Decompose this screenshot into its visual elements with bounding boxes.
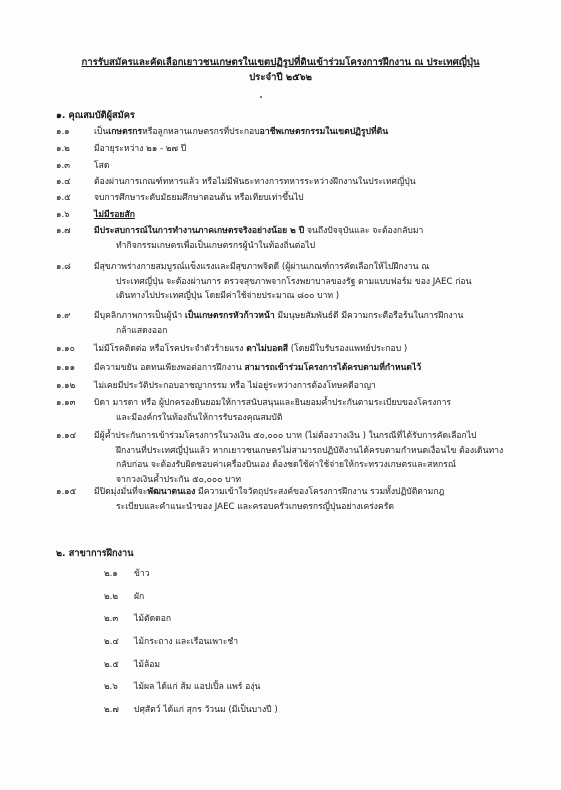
training-field-item: [104, 637, 404, 648]
qualification-item: [56, 381, 516, 392]
item-text: ไม้ล้อม: [134, 660, 161, 670]
item-number: ๑.๑๕: [56, 487, 77, 497]
qualification-item: [56, 127, 516, 138]
item-number: ๑.๑๓: [56, 398, 76, 408]
item-number: ๒.๑: [104, 569, 118, 579]
text-run: กลับก่อน จะต้องรับผิดชอบค่าเครื่องบินเอง ต้องชดใช้ค่าใช้จ่ายให้กระทรวงเกษตรและสหกรณ์: [116, 460, 456, 471]
item-line: [94, 193, 304, 203]
item-continuation: [94, 460, 514, 471]
training-field-item: [104, 614, 404, 625]
text-run: ทำกิจกรรมเกษตรเพื่อเป็นเกษตรกรผู้นำในท้องถิ่นต่อไป: [116, 240, 316, 251]
text-run: มีผู้ค้ำประกันการเข้าร่วมโครงการในวงเงิน ๕๐,๐๐๐ บาท (ไม่ต้องวางเงิน ) ในกรณีที่ได้รับการคัดเลือกไป: [94, 431, 477, 441]
text-run: จบการศึกษาระดับมัธยมศึกษาตอนต้น หรือเทียบเท่าขึ้นไป: [94, 193, 304, 203]
item-text: [94, 144, 514, 155]
item-line: [94, 161, 109, 171]
item-text: [94, 363, 514, 374]
item-text: [94, 262, 514, 302]
text-run: เกษตรกร: [108, 127, 143, 137]
item-continuation: [94, 446, 514, 457]
text-run: จนถึงปัจจุบันและ จะต้องกลับมา: [304, 226, 424, 236]
text-run: ระเบียบและคำแนะนำของ JAEC และครอบครัวเกษตรกรญี่ปุ่นอย่างเคร่งครัด: [116, 501, 394, 512]
text-run: อาชีพเกษตรกรรมในเขตปฏิรูปที่ดิน: [259, 127, 389, 137]
text-run: และมีองค์กรในท้องถิ่นให้การรับรองคุณสมบัติ: [116, 412, 283, 423]
item-continuation: [94, 326, 514, 337]
item-text: [94, 161, 514, 172]
item-number: ๑.๓: [56, 161, 71, 171]
qualification-item: [56, 144, 516, 155]
item-number: ๑.๑๔: [56, 431, 77, 441]
item-text: [94, 193, 514, 204]
item-continuation: [94, 413, 514, 424]
item-text: ผัก: [134, 592, 145, 602]
text-run: ตาไม่บอดสี: [246, 344, 289, 354]
item-text: [94, 398, 514, 423]
item-number: ๑.๑: [56, 127, 70, 137]
item-number: ๑.๒: [56, 144, 70, 154]
item-number: ๑.๑๐: [56, 344, 75, 354]
item-text: [94, 127, 514, 138]
item-line: [94, 381, 376, 391]
text-run: เป็น: [94, 127, 109, 137]
item-text: [94, 344, 514, 355]
item-text: [94, 381, 514, 392]
item-line: [94, 487, 444, 497]
text-run: พัฒนาตนเอง: [147, 487, 196, 497]
item-number: ๑.๑๑: [56, 363, 76, 373]
item-line: [94, 210, 135, 220]
item-number: ๒.๕: [104, 660, 119, 670]
item-continuation: [94, 241, 514, 252]
item-number: ๑.๗: [56, 226, 71, 236]
text-run: มีความขยัน อดทนเพียงพอต่อการฝึกงาน: [94, 363, 245, 373]
item-text: [94, 210, 514, 221]
item-line: [94, 344, 407, 354]
item-text: ไม้ผล ได้แก่ ส้ม แอปเปิ้ล แพร์ องุ่น: [134, 682, 261, 692]
item-number: ๑.๔: [56, 177, 71, 187]
text-run: มีอายุระหว่าง ๒๑ - ๒๗ ปี: [94, 144, 187, 154]
training-field-item: [104, 705, 404, 716]
text-run: มีความเข้าใจวัตถุประสงค์ของโครงการฝึกงาน รวมทั้งปฏิบัติตามกฎ: [195, 487, 445, 497]
text-run: จากวงเงินค้ำประกัน ๕๐,๐๐๐ บาท: [116, 475, 242, 486]
section-1-heading: ๑. คุณสมบัติผู้สมัคร: [56, 110, 135, 121]
qualification-item: [56, 210, 516, 221]
qualification-item: [56, 161, 516, 172]
text-run: ไม่มีรอยสัก: [94, 210, 135, 220]
text-run: มีสุขภาพร่างกายสมบูรณ์แข็งแรงและมีสุขภาพจิตดี (ผู้ผ่านเกณฑ์การคัดเลือกให้ไปฝึกงาน ณ: [94, 262, 430, 272]
text-run: (โดยมีใบรับรองแพทย์ประกอบ ): [288, 344, 408, 354]
item-continuation: [94, 502, 514, 513]
item-text: ไม้กระถาง และเรือนเพาะชำ: [134, 637, 239, 647]
text-run: ฝึกงานที่ประเทศญี่ปุ่นแล้ว หากเยาวชนเกษตรไม่สามารถปฏิบัติงานได้ครบตามกำหนดเงื่อนไข ต้องเดินทาง: [116, 445, 504, 456]
text-run: มีปิดมุ่งมั่นที่จะ: [94, 487, 148, 497]
item-text: [94, 226, 514, 251]
text-run: โสด: [94, 161, 110, 171]
item-line: [94, 226, 423, 236]
item-line: [94, 262, 429, 272]
item-number: ๒.๗: [104, 705, 119, 715]
training-field-item: [104, 660, 404, 671]
item-continuation: [94, 277, 514, 288]
item-number: ๒.๒: [104, 592, 119, 602]
text-run: บิดา มารดา หรือ ผู้ปกครองยินยอมให้การสนับสนุนและยินยอมค้ำประกันตามระเบียบของโครงการ: [94, 398, 452, 408]
item-number: ๑.๘: [56, 262, 71, 272]
text-run: มีประสบการณ์ในการทำงานภาคเกษตรจริงอย่างน้อย ๒ ปี: [94, 226, 305, 236]
title-line-2: ประจำปี ๒๕๖๒: [249, 71, 312, 83]
section-2-heading: ๒. สาขาการฝึกงาน: [56, 548, 134, 559]
item-line: [94, 311, 463, 321]
qualification-item: [56, 177, 516, 188]
qualification-item: [56, 398, 516, 423]
item-line: [94, 127, 388, 137]
item-text: [94, 311, 514, 336]
item-text: [94, 431, 514, 486]
text-run: ต้องผ่านการเกณฑ์ทหารแล้ว หรือไม่มีพันธะทางการทหารระหว่างฝึกงานในประเทศญี่ปุ่น: [94, 177, 416, 187]
qualification-item: [56, 193, 516, 204]
text-run: ไม่เคยมีประวัติประกอบอาชญากรรม หรือ ไม่อยู่ระหว่างการต้องโทษคดีอาญา: [94, 381, 376, 391]
qualification-item: [56, 487, 516, 512]
qualification-item: [56, 363, 516, 374]
document-title: [40, 56, 521, 86]
item-continuation: [94, 475, 514, 486]
title-line-1: การรับสมัครและคัดเลือกเยาวชนเกษตรในเขตปฏิรูปที่ดินเข้าร่วมโครงการฝึกงาน ณ ประเทศญี่ปุ่น: [81, 57, 480, 68]
text-run: ไม่มีโรคติดต่อ หรือโรคประจำตัวร้ายแรง: [94, 344, 247, 354]
item-text: ข้าว: [134, 569, 150, 579]
item-number: ๒.๔: [104, 637, 119, 647]
qualification-item: [56, 226, 516, 251]
item-number: ๒.๓: [104, 614, 119, 624]
training-field-item: [104, 592, 404, 603]
text-run: หรือลูกหลานเกษตรกรที่ประกอบ: [142, 127, 260, 137]
text-run: เป็นเกษตรกรหัวก้าวหน้า: [184, 311, 275, 321]
item-line: [94, 177, 416, 187]
item-line: [94, 144, 186, 154]
item-text: [94, 487, 514, 512]
item-number: ๑.๖: [56, 210, 70, 220]
item-number: ๒.๖: [104, 682, 118, 692]
training-field-item: [104, 682, 404, 693]
qualification-item: [56, 344, 516, 355]
text-run: มีบุคลิกภาพการเป็นผู้นำ: [94, 311, 185, 321]
qualification-item: [56, 262, 516, 302]
text-run: ประเทศญี่ปุ่น จะต้องผ่านการ ตรวจสุขภาพจากโรงพยาบาลของรัฐ ตามแบบฟอร์ม ของ JAEC ก่อน: [116, 276, 472, 287]
stray-mark: [260, 96, 262, 98]
item-text: ปศุสัตว์ ได้แก่ สุกร วัวนม (มีเป็นบางปี ): [134, 705, 278, 715]
qualification-item: [56, 431, 516, 486]
text-run: สามารถเข้าร่วมโครงการได้ครบตามที่กำหนดไว้: [244, 363, 422, 373]
item-number: ๑.๙: [56, 311, 71, 321]
item-text: [94, 177, 514, 188]
item-number: ๑.๕: [56, 193, 71, 203]
item-text: ไม้ตัดดอก: [134, 614, 172, 624]
item-continuation: [94, 291, 514, 302]
item-line: [94, 431, 476, 441]
training-field-item: [104, 569, 404, 580]
item-line: [94, 398, 451, 408]
item-number: ๑.๑๒: [56, 381, 76, 391]
text-run: มีมนุษยสัมพันธ์ดี มีความกระตือรือร้นในการฝึกงาน: [274, 311, 464, 321]
qualification-item: [56, 311, 516, 336]
text-run: กล้าแสดงออก: [116, 325, 168, 336]
text-run: เดินทางไปประเทศญี่ปุ่น โดยมีค่าใช้จ่ายประมาณ ๘๐๐ บาท ): [116, 291, 340, 302]
item-line: [94, 363, 421, 373]
